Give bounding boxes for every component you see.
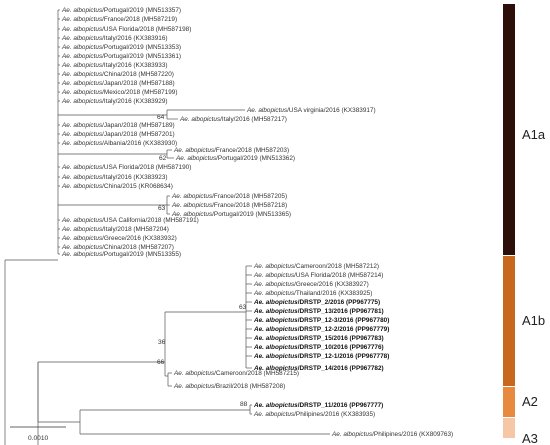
species-name: Ae. albopictus [172,193,213,200]
taxon-label [253,402,383,409]
taxon-label [253,353,389,360]
species-name: Ae. albopictus [62,35,103,42]
taxon-detail: /Philipines/2016 (KX809763) [372,431,454,438]
taxon-label [61,98,168,105]
taxon-label [61,122,175,129]
taxon-label [61,140,177,147]
taxon-label [171,193,287,200]
species-name: Ae. albopictus [174,370,215,377]
taxon-label [175,155,295,162]
taxon-detail: /DRSTP_12-2/2016 (PP967779) [297,326,390,333]
taxon-detail: /DRSTP_14/2016 (PP967782) [297,365,384,372]
species-name: Ae. albopictus [174,147,215,154]
species-name: Ae. albopictus [62,16,103,23]
taxon-detail: /Brazil/2018 (MH587208) [214,383,286,390]
taxon-detail: /DRSTP_12-1/2016 (PP967778) [297,353,390,360]
taxon-label [179,116,287,123]
taxon-label [253,317,389,324]
species-name: Ae. albopictus [176,155,217,162]
species-name: Ae. albopictus [254,299,298,306]
species-name: Ae. albopictus [62,174,103,181]
species-name: Ae. albopictus [62,140,103,147]
species-name: Ae. albopictus [62,71,103,78]
species-name: Ae. albopictus [62,131,103,138]
taxon-detail: /USA Florida/2018 (MH587190) [102,164,192,171]
species-name: Ae. albopictus [254,263,295,270]
taxon-detail: /DRSTP_10/2016 (PP967776) [297,344,384,351]
species-name: Ae. albopictus [254,272,295,279]
taxon-detail: /Greece/2016 (KX383927) [294,281,369,288]
clade-bar-a1b [503,256,515,386]
species-name: Ae. albopictus [62,251,103,258]
taxon-label [253,326,389,333]
taxon-label [331,431,453,438]
taxon-detail: /Italy/2018 (MH587204) [102,226,169,233]
scale-bar-label: 0.0010 [28,435,49,442]
species-name: Ae. albopictus [254,365,298,372]
taxon-detail: /Japan/2018 (MH587201) [102,131,175,138]
taxon-detail: /Mexico/2018 (MH587199) [102,89,178,96]
species-name: Ae. albopictus [254,344,298,351]
taxon-label [61,89,177,96]
taxon-label [253,299,380,306]
taxon-detail: /DRSTP_12-3/2016 (PP967780) [297,317,390,324]
clade-bar-a3 [503,418,515,438]
taxon-detail: /DRSTP_2/2016 (PP967775) [297,299,381,306]
species-name: Ae. albopictus [254,326,298,333]
bootstrap-value: 64 [157,114,165,121]
bootstrap-value: 63 [158,205,166,212]
taxon-label [61,244,174,251]
taxon-label [253,344,384,351]
taxon-detail: /Italy/2016 (KX383933) [102,62,168,69]
taxon-detail: /Portugal/2019 (MN513357) [102,7,182,14]
species-name: Ae. albopictus [62,164,103,171]
species-name: Ae. albopictus [254,308,298,315]
taxon-detail: /France/2018 (MH587205) [212,193,288,200]
species-name: Ae. albopictus [254,353,298,360]
taxon-label [61,7,181,14]
taxon-label [253,308,384,315]
taxon-label [253,263,379,270]
taxon-labels [61,7,453,438]
taxon-label [173,147,289,154]
taxon-detail: /Italy/2016 (KX383916) [102,35,168,42]
species-name: Ae. albopictus [62,226,103,233]
species-name: Ae. albopictus [62,217,103,224]
taxon-detail: /USA virginia/2016 (KX383917) [287,107,376,114]
species-name: Ae. albopictus [254,281,295,288]
taxon-detail: /Italy/2016 (KX383929) [102,98,168,105]
taxon-label [61,71,174,78]
taxon-label [61,174,168,181]
clade-bars [503,4,546,445]
species-name: Ae. albopictus [174,383,215,390]
species-name: Ae. albopictus [254,335,298,342]
species-name: Ae. albopictus [254,317,298,324]
taxon-label [173,383,285,390]
taxon-label [61,217,199,224]
taxon-detail: /Cameroon/2018 (MH587215) [214,370,300,377]
taxon-label [61,62,168,69]
bootstrap-value: 63 [239,304,247,311]
taxon-label [173,370,299,377]
taxon-label [61,235,177,242]
species-name: Ae. albopictus [62,26,103,33]
taxon-detail: /DRSTP_13/2016 (PP967781) [297,308,384,315]
species-name: Ae. albopictus [62,235,103,242]
taxon-detail: /China/2018 (MH587207) [102,244,174,251]
species-name: Ae. albopictus [62,244,103,251]
species-name: Ae. albopictus [172,211,213,218]
taxon-detail: /DRSTP_15/2016 (PP967783) [297,335,384,342]
species-name: Ae. albopictus [247,107,288,114]
species-name: Ae. albopictus [62,44,103,51]
taxon-label [253,272,383,279]
taxon-detail: /Philipines/2016 (KX383935) [294,411,376,418]
taxon-detail: /USA Florida/2018 (MH587198) [102,26,192,33]
taxon-label [253,411,375,418]
taxon-detail: /Albania/2016 (KX383930) [102,140,178,147]
taxon-label [61,183,173,190]
taxon-detail: /France/2018 (MH587218) [212,202,288,209]
taxon-label [61,131,175,138]
clade-label-a1a: A1a [522,127,546,142]
taxon-label [61,80,175,87]
taxon-detail: /Portugal/2019 (MN513355) [102,251,182,258]
taxon-label [61,164,191,171]
taxon-detail: /Portugal/2019 (MN513361) [102,53,182,60]
taxon-label [61,16,177,23]
species-name: Ae. albopictus [254,290,295,297]
taxon-label [61,26,191,33]
species-name: Ae. albopictus [62,53,103,60]
species-name: Ae. albopictus [254,402,298,409]
species-name: Ae. albopictus [332,431,373,438]
taxon-detail: /France/2018 (MH587219) [102,16,178,23]
species-name: Ae. albopictus [62,122,103,129]
taxon-label [253,335,384,342]
taxon-label [61,226,169,233]
taxon-detail: /USA Florida/2018 (MH587214) [294,272,384,279]
taxon-label [61,35,168,42]
taxon-detail: /China/2015 (KR068634) [102,183,173,190]
species-name: Ae. albopictus [62,62,103,69]
species-name: Ae. albopictus [172,202,213,209]
clade-label-a2: A2 [522,394,538,409]
species-name: Ae. albopictus [62,7,103,14]
taxon-detail: /Cameroon/2018 (MH587212) [294,263,380,270]
bootstrap-value: 62 [159,155,167,162]
taxon-detail: /Portugal/2019 (MN513353) [102,44,182,51]
taxon-detail: /DRSTP_11/2016 (PP967777) [297,402,384,409]
taxon-detail: /USA California/2018 (MH587191) [102,217,199,224]
clade-bar-a1a [503,4,515,255]
taxon-detail: /Italy/2016 (MH587217) [220,116,287,123]
taxon-label [253,281,369,288]
taxon-detail: /Portugal/2019 (MN513365) [212,211,292,218]
species-name: Ae. albopictus [62,98,103,105]
species-name: Ae. albopictus [62,89,103,96]
species-name: Ae. albopictus [180,116,221,123]
taxon-detail: /Italy/2016 (KX383923) [102,174,168,181]
taxon-label [171,202,287,209]
species-name: Ae. albopictus [62,80,103,87]
species-name: Ae. albopictus [62,183,103,190]
taxon-detail: /Japan/2018 (MH587189) [102,122,175,129]
taxon-detail: /Greece/2016 (KX383932) [102,235,177,242]
bootstrap-value: 66 [157,359,165,366]
taxon-detail: /Japan/2018 (MH587188) [102,80,175,87]
clade-bar-a2 [503,387,515,417]
bootstrap-value: 88 [240,401,248,408]
clade-label-a3: A3 [522,431,538,445]
taxon-label [61,53,181,60]
bootstrap-value: 36 [158,339,166,346]
species-name: Ae. albopictus [254,411,295,418]
taxon-detail: /France/2018 (MH587203) [214,147,290,154]
taxon-detail: /Thailand/2016 (KX383925) [294,290,373,297]
taxon-label [253,290,372,297]
taxon-detail: /China/2018 (MH587220) [102,71,174,78]
taxon-detail: /Portugal/2019 (MN513362) [216,155,296,162]
taxon-label [61,251,181,258]
clade-label-a1b: A1b [522,313,546,328]
taxon-label [246,107,376,114]
taxon-label [61,44,181,51]
